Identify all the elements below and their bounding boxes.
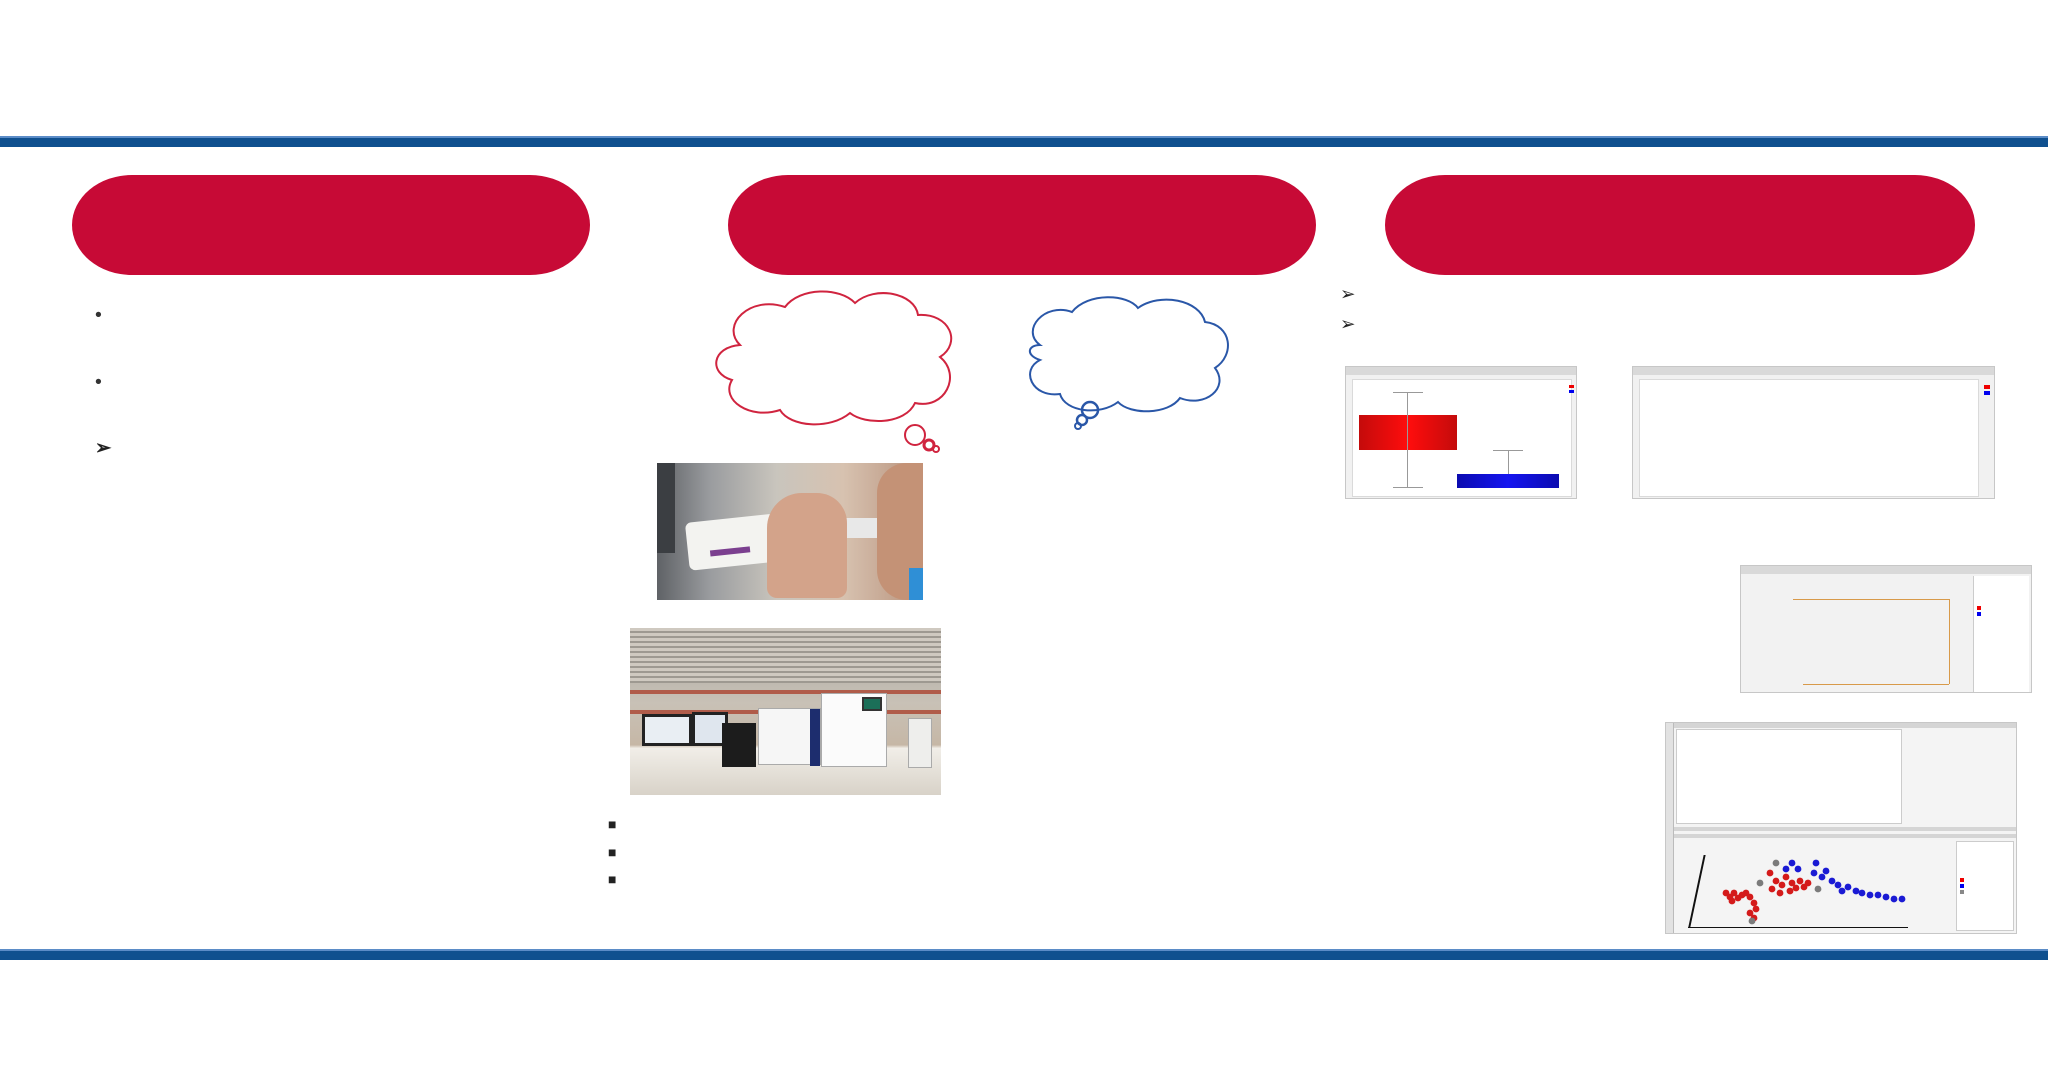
model-performance: [1348, 723, 1568, 743]
biomarker-box-plot-screenshot: [1345, 366, 1577, 499]
patient-point: [1805, 880, 1812, 887]
pca-points: [1741, 566, 2032, 693]
control-point: [1829, 878, 1836, 885]
patient-point: [1783, 874, 1790, 881]
hand: [767, 493, 847, 598]
patient-point: [1777, 890, 1784, 897]
section-header-methodology: [728, 175, 1316, 275]
patient-point: [1793, 885, 1800, 892]
unknown-point: [1757, 880, 1764, 887]
patient-point: [1747, 894, 1754, 901]
square-bullet-icon: ■: [608, 816, 617, 832]
list-item: [608, 839, 634, 867]
biomarker-bar-chart-screenshot: [1632, 366, 1995, 499]
control-point: [1813, 860, 1820, 867]
pca-3d-points: [1666, 723, 2017, 934]
arrow-bullet-icon: ➢: [1340, 313, 1356, 334]
unknown-point: [1773, 860, 1780, 867]
section-header-introduction: [72, 175, 590, 275]
breath-sampling-photo: [657, 463, 923, 600]
box-patients: [1359, 415, 1457, 450]
pc-tower: [722, 723, 756, 767]
control-point: [1867, 892, 1874, 899]
control-point: [1839, 888, 1846, 895]
result-point: [1340, 312, 2036, 336]
thought-cloud-patients: [700, 285, 970, 455]
control-point: [1795, 866, 1802, 873]
intro-bullet: [95, 365, 590, 400]
header-divider: [0, 136, 2048, 147]
control-point: [1789, 860, 1796, 867]
control-point: [1891, 896, 1898, 903]
bullet-icon: •: [95, 304, 102, 326]
study-aim: [95, 431, 590, 466]
section-header-results: [1385, 175, 1975, 275]
methodology-list: [608, 811, 634, 894]
list-item: [608, 811, 634, 839]
control-point: [1835, 882, 1842, 889]
thermal-desorber: [908, 718, 932, 768]
footer-divider: [0, 949, 2048, 960]
classification-software-screenshot: [1665, 722, 2017, 934]
results-summary: [1340, 282, 2040, 336]
control-point: [1875, 892, 1882, 899]
control-point: [1899, 896, 1906, 903]
box-controls: [1457, 474, 1559, 488]
control-point: [1883, 894, 1890, 901]
patient-point: [1773, 878, 1780, 885]
gc-oven: [821, 693, 887, 767]
patient-point: [1751, 900, 1758, 907]
list-item: [608, 866, 634, 894]
patient-point: [1787, 888, 1794, 895]
square-bullet-icon: ■: [608, 871, 617, 887]
benchtof-unit: [758, 708, 821, 765]
arrow-bullet-icon: ➢: [1340, 283, 1356, 304]
bullet-icon: •: [95, 370, 102, 393]
control-point: [1811, 870, 1818, 877]
thought-cloud-controls: [1010, 290, 1240, 430]
control-point: [1845, 884, 1852, 891]
control-point: [1859, 890, 1866, 897]
introduction-text: [95, 298, 590, 466]
gc-tof-ms-instrument-photo: [630, 628, 941, 795]
intro-bullet: [95, 298, 590, 333]
unknown-point: [1815, 886, 1822, 893]
control-point: [1783, 866, 1790, 873]
result-point: [1340, 282, 2040, 306]
square-bullet-icon: ■: [608, 843, 617, 860]
patient-point: [1797, 878, 1804, 885]
pca-scatter-screenshot: [1740, 565, 2032, 693]
control-point: [1819, 874, 1826, 881]
patient-point: [1769, 886, 1776, 893]
monitor: [642, 714, 692, 746]
patient-point: [1753, 906, 1760, 913]
patient-point: [1729, 898, 1736, 905]
control-point: [1823, 868, 1830, 875]
arrow-bullet-icon: ➢: [95, 437, 112, 459]
unknown-point: [1749, 918, 1756, 925]
patient-point: [1779, 882, 1786, 889]
patient-point: [1767, 870, 1774, 877]
control-point: [1853, 888, 1860, 895]
